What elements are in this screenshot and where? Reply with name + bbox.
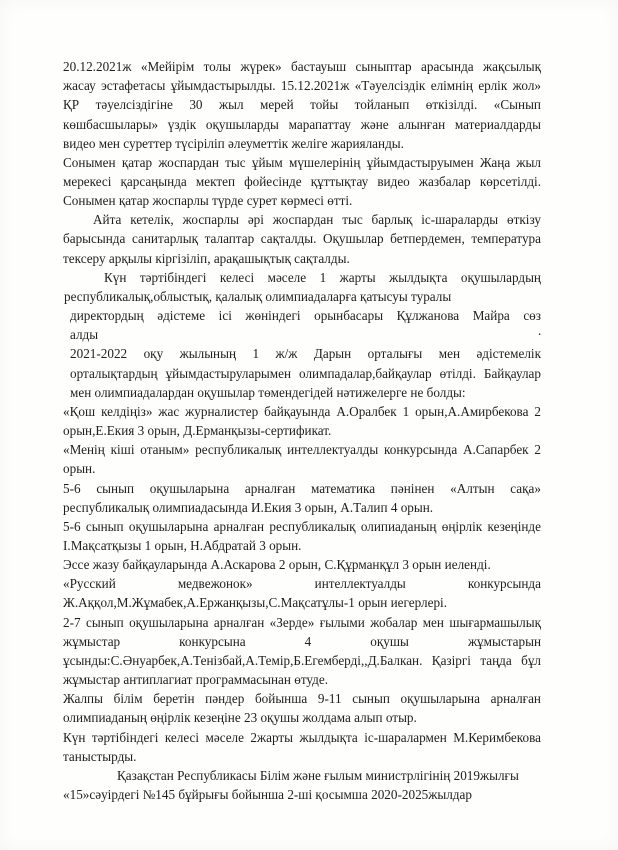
text-line: «Русский медвежонок» интеллектуалды конкурсында bbox=[63, 576, 541, 592]
text-line: олимпиаданың өңірлік кезеңіне 23 оқушы жолдама алып отыр. bbox=[63, 710, 417, 726]
text-line: І.Мақсатқызы 1 орын, Н.Абдратай 3 орын. bbox=[63, 537, 302, 553]
text-line: 2021-2022 оқу жылының 1 ж/ж Дарын орталығы мен әдістемелік bbox=[70, 346, 541, 362]
text-line: барысында санитарлық талаптар сақталды. Оқушылар бетпердемен, температура bbox=[63, 231, 541, 247]
text-line: жұмыстар конкурсына 4 оқушы жұмыстарын bbox=[63, 633, 541, 649]
text-line: мен олимпиадалардан оқушылар төмендегідей нәтижелерге не болды: bbox=[70, 384, 466, 400]
text-line: видео мен суреттер түсіріліп әлеуметтік желіге жарияланды. bbox=[63, 135, 404, 151]
text-line: орын,Е.Екия 3 орын, Д.Ерманқызы-сертификат. bbox=[63, 423, 332, 438]
text-line: республикалық,облыстық, қалалық олимпиадаларға қатысуы туралы bbox=[64, 288, 452, 304]
text-line: Күн тәртібіндегі келесі мәселе 2жарты жылдықта іс-шаралармен М.Керимбекова bbox=[63, 729, 541, 745]
text-line: Сонымен қатар жоспардан тыс ұйым мүшелерінің ұйымдастыруымен Жаңа жыл bbox=[63, 154, 541, 170]
text-line: ұсынды:С.Әнуарбек,А.Тенізбай,А.Темір,Б.Егемберді,,Д.Балкан. Қазіргі таңда бұл bbox=[63, 652, 541, 668]
text-line: «Менің кіші отаным» республикалық интеллектуалды конкурсында А.Сапарбек 2 bbox=[63, 442, 541, 458]
text-line: Эссе жазу байқауларында А.Аскарова 2 орын, С.Құрманқұл 3 орын иеленді. bbox=[63, 557, 491, 573]
text-line: 2-7 сынып оқушыларына арналған «Зерде» ғылыми жобалар мен шығармашылық bbox=[63, 614, 541, 630]
text-line: орын. bbox=[63, 461, 96, 477]
text-line: Жалпы білім беретін пәндер бойынша 9-11 сынып оқушыларына арналған bbox=[63, 691, 541, 707]
text-line: ҚР тәуелсіздігіне 30 жыл мерей тойы тойланып өткізілді. «Сынып bbox=[63, 97, 541, 113]
text-line: алды bbox=[70, 327, 99, 343]
stray-period: . bbox=[538, 323, 542, 339]
text-line: 20.12.2021ж «Мейірім толы жүрек» бастауыш сыныптар арасында жақсылық bbox=[63, 59, 541, 74]
text-line: Ж.Аққол,М.Жұмабек,А.Ержанқызы,С.Мақсатұлы-1 орын иегерлері. bbox=[63, 595, 448, 611]
text-line: 5-6 сынып оқушыларына арналған республикалық олипиаданың өңірлік кезеңінде bbox=[63, 518, 541, 534]
text-line: тексеру арқылы кіргізіліп, арақашықтық сақталды. bbox=[63, 250, 350, 266]
text-line: «15»сәуірдегі №145 бұйрығы бойынша 2-ші қосымша 2020-2025жылдар bbox=[63, 787, 472, 802]
text-line: орталықтардың ұйымдастыруларымен олимпадалар,байқаулар өтілді. Байқаулар bbox=[70, 365, 541, 381]
text-line: жұмыстар антиплагиат программасынан өтуде. bbox=[63, 672, 329, 688]
text-line: 5-6 сынып оқушыларына арналған математика пәнінен «Алтын сақа» bbox=[63, 480, 541, 496]
text-line: Қазақстан Республикасы Білім және ғылым министрлігінің 2019жылғы bbox=[117, 767, 519, 783]
text-line: Күн тәртібіндегі келесі мәселе 1 жарты жылдықта оқушылардың bbox=[104, 269, 541, 285]
text-line: «Қош келдіңіз» жас журналистер байқауында А.Оралбек 1 орын,А.Амирбекова 2 bbox=[63, 403, 541, 419]
text-line: Айта кетелік, жоспарлы әрі жоспардан тыс барлық іс-шараларды өткізу bbox=[93, 212, 541, 228]
text-line: көшбасшылары» үздік оқушыларды марапаттау және алынған материалдарды bbox=[63, 116, 541, 132]
text-line: республикалық олимпиадасында И.Екия 3 орын, А.Талип 4 орын. bbox=[63, 499, 434, 515]
text-line: директордың әдістеме ісі жөніндегі орынбасары Құлжанова Майра сөз bbox=[70, 308, 541, 324]
text-line: таныстырды. bbox=[63, 748, 137, 764]
text-line: жасау эстафетасы ұйымдастырылды. 15.12.2021ж «Тәуелсіздік елімнің ерлік жол» bbox=[63, 78, 541, 94]
text-line: Сонымен қатар жоспарлы түрде сурет көрмесі өтті. bbox=[63, 193, 353, 209]
text-line: мерекесі қарсаңында мектеп фойесінде құттықтау видео жазбалар көрсетілді. bbox=[63, 173, 541, 189]
